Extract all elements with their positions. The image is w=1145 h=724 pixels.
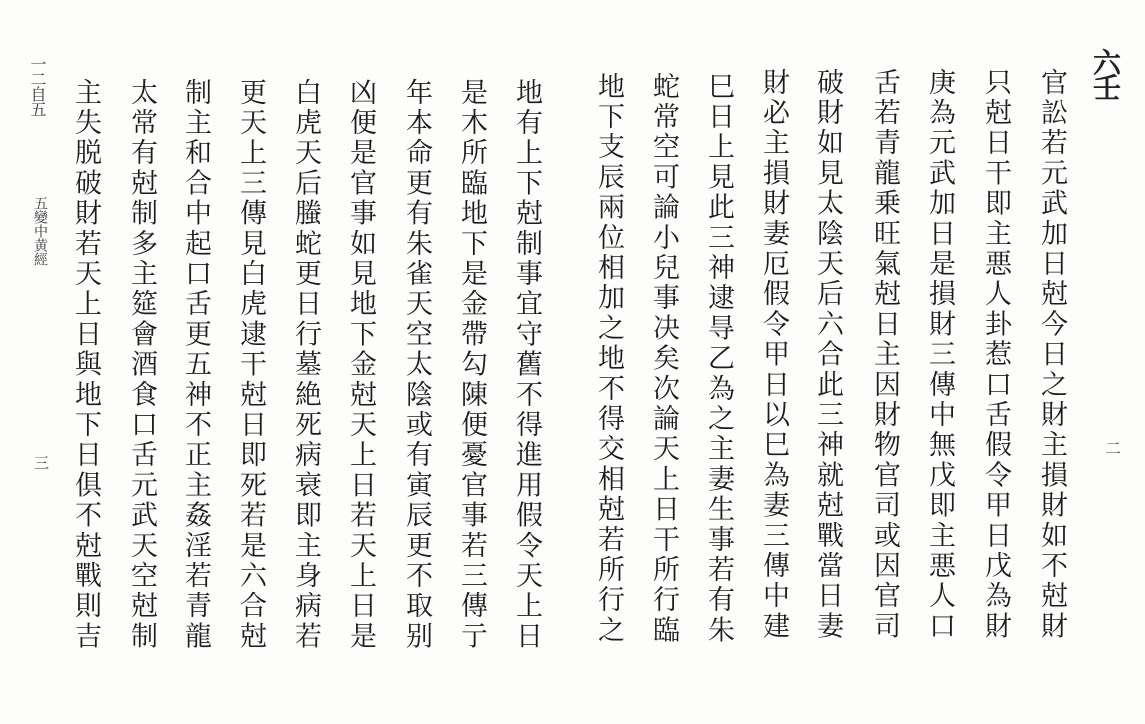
margin-tick-mark: 二 bbox=[1104, 439, 1121, 458]
book-title-margin: 五變中黄經 bbox=[32, 196, 48, 266]
text-column-11: 是木所臨地下是金帶勾陳便憂官事若三傳亍 bbox=[456, 78, 487, 652]
text-column-1: 官訟若元武加日尅今日之財主損財如不尅財 bbox=[1036, 68, 1067, 642]
text-column-16: 制主和合中起口舌更五神不正主姦淫若青龍 bbox=[180, 78, 211, 652]
text-column-14: 白虎天后螣蛇更日行墓絶死病衰即主身病若 bbox=[290, 78, 321, 652]
text-column-2: 只尅日干即主悪人卦惹口舌假令甲日戊為財 bbox=[980, 68, 1011, 642]
text-column-6: 財必主損財妻厄假令甲日以巳為妻三傳中建 bbox=[758, 68, 789, 642]
text-column-13: 凶便是官事如見地下金尅天上日若天上日是 bbox=[345, 78, 376, 652]
text-column-4: 舌若青龍乗旺氣尅日主因財物官司或因官司 bbox=[869, 68, 900, 642]
text-column-12: 年本命更有朱雀天空太陰或有寅辰更不取别 bbox=[401, 78, 432, 652]
text-column-17: 太常有尅制多主筵會酒食口舌元武天空尅制 bbox=[126, 78, 157, 652]
text-column-9: 地下支辰兩位相加之地不得交相尅若所行之 bbox=[593, 72, 624, 646]
text-column-10: 地有上下尅制事宜守舊不得進用假令天上日 bbox=[511, 78, 542, 652]
bottom-margin-mark: 三 bbox=[34, 454, 50, 472]
text-column-8: 蛇常空可論小兒事决矣次論天上日干所行臨 bbox=[648, 72, 679, 646]
text-column-5: 破財如見太陰天后六合此三神就尅戰當日妻 bbox=[812, 68, 843, 642]
folio-number: 一二自五 bbox=[28, 56, 47, 116]
text-column-3: 庚為元武加日是損財三傳中無戊即主悪人口 bbox=[924, 68, 955, 642]
text-column-15: 更天上三傳見白虎逮干尅日即死若是六合尅 bbox=[235, 78, 266, 652]
text-column-7: 巳日上見此三神逮㝵乙為之主妻生事若有朱 bbox=[703, 72, 734, 646]
text-column-18: 主失脱破財若天上日與地下日俱不尅戰則吉 bbox=[70, 78, 101, 652]
header-title: 六壬 bbox=[1089, 48, 1122, 98]
